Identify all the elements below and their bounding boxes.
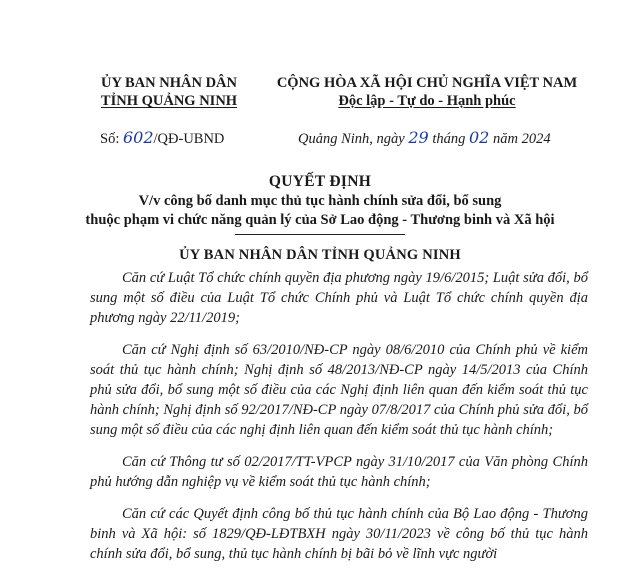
doc-number-suffix: /QĐ-UBND [153,131,225,147]
legal-basis-paragraph: Căn cứ Luật Tổ chức chính quyền địa phương ngày 19/6/2015; Luật sửa đổi, bổ sung một số điều của Luật Tổ chức Chính phủ và Luật Tổ chức chính quyền địa phương ngày 22/11/2019; [90,270,588,326]
date-day-handwritten: 29 [408,128,429,147]
date-month-handwritten: 02 [469,128,490,147]
nation-name: CỘNG HÒA XÃ HỘI CHỦ NGHĨA VIỆT NAM [276,75,578,91]
decision-title: QUYẾT ĐỊNH [268,173,372,190]
decision-subject-line1: V/v công bố danh mục thủ tục hành chính sửa đổi, bổ sung [138,193,502,209]
month-label: tháng [428,131,469,147]
place-label: Quảng Ninh, ngày [298,131,409,147]
org-name-line2: TỈNH QUẢNG NINH [100,93,238,109]
subject-underline [235,234,405,235]
legal-basis-section [90,268,588,576]
doc-number-prefix: Số: [100,131,123,147]
document-number [100,128,224,148]
place-and-date [298,128,551,148]
decision-title-block [0,172,640,235]
issuing-authority-heading: ỦY BAN NHÂN DÂN TỈNH QUẢNG NINH [179,247,461,263]
legal-basis-paragraph: Căn cứ các Quyết định công bố thủ tục hành chính của Bộ Lao động - Thương binh và Xã hội: số 1829/QĐ-LĐTBXH ngày 30/11/2023 về công bố thủ tục hành chính sửa đổi, bổ sung, thủ tục hành chính bị bãi bỏ về lĩnh vực người [90,506,588,562]
national-motto: Độc lập - Tự do - Hạnh phúc [338,93,516,109]
national-heading [262,74,592,110]
doc-number-handwritten: 602 [122,128,154,147]
year-label: năm 2024 [489,131,551,147]
issuing-organization [74,74,264,110]
decision-subject-line2: thuộc phạm vi chức năng quản lý của Sở Lao động - Thương binh và Xã hội [85,212,555,228]
legal-basis-paragraph: Căn cứ Thông tư số 02/2017/TT-VPCP ngày 31/10/2017 của Văn phòng Chính phủ hướng dẫn nghiệp vụ về kiểm soát thủ tục hành chính; [90,454,588,490]
legal-basis-paragraph: Căn cứ Nghị định số 63/2010/NĐ-CP ngày 08/6/2010 của Chính phủ về kiểm soát thủ tục hành chính; Nghị định số 48/2013/NĐ-CP ngày 14/5/2013 của Chính phủ sửa đổi, bổ sung một số điều của các Nghị định liên quan đến kiểm soát thủ tục hành chính; Nghị định số 92/2017/NĐ-CP ngày 07/8/2017 của Chính phủ sửa đổi, bổ sung một số điều của các nghị định liên quan đến kiểm soát thủ tục hành chính; [90,342,588,438]
org-name-line1: ỦY BAN NHÂN DÂN [100,75,237,91]
